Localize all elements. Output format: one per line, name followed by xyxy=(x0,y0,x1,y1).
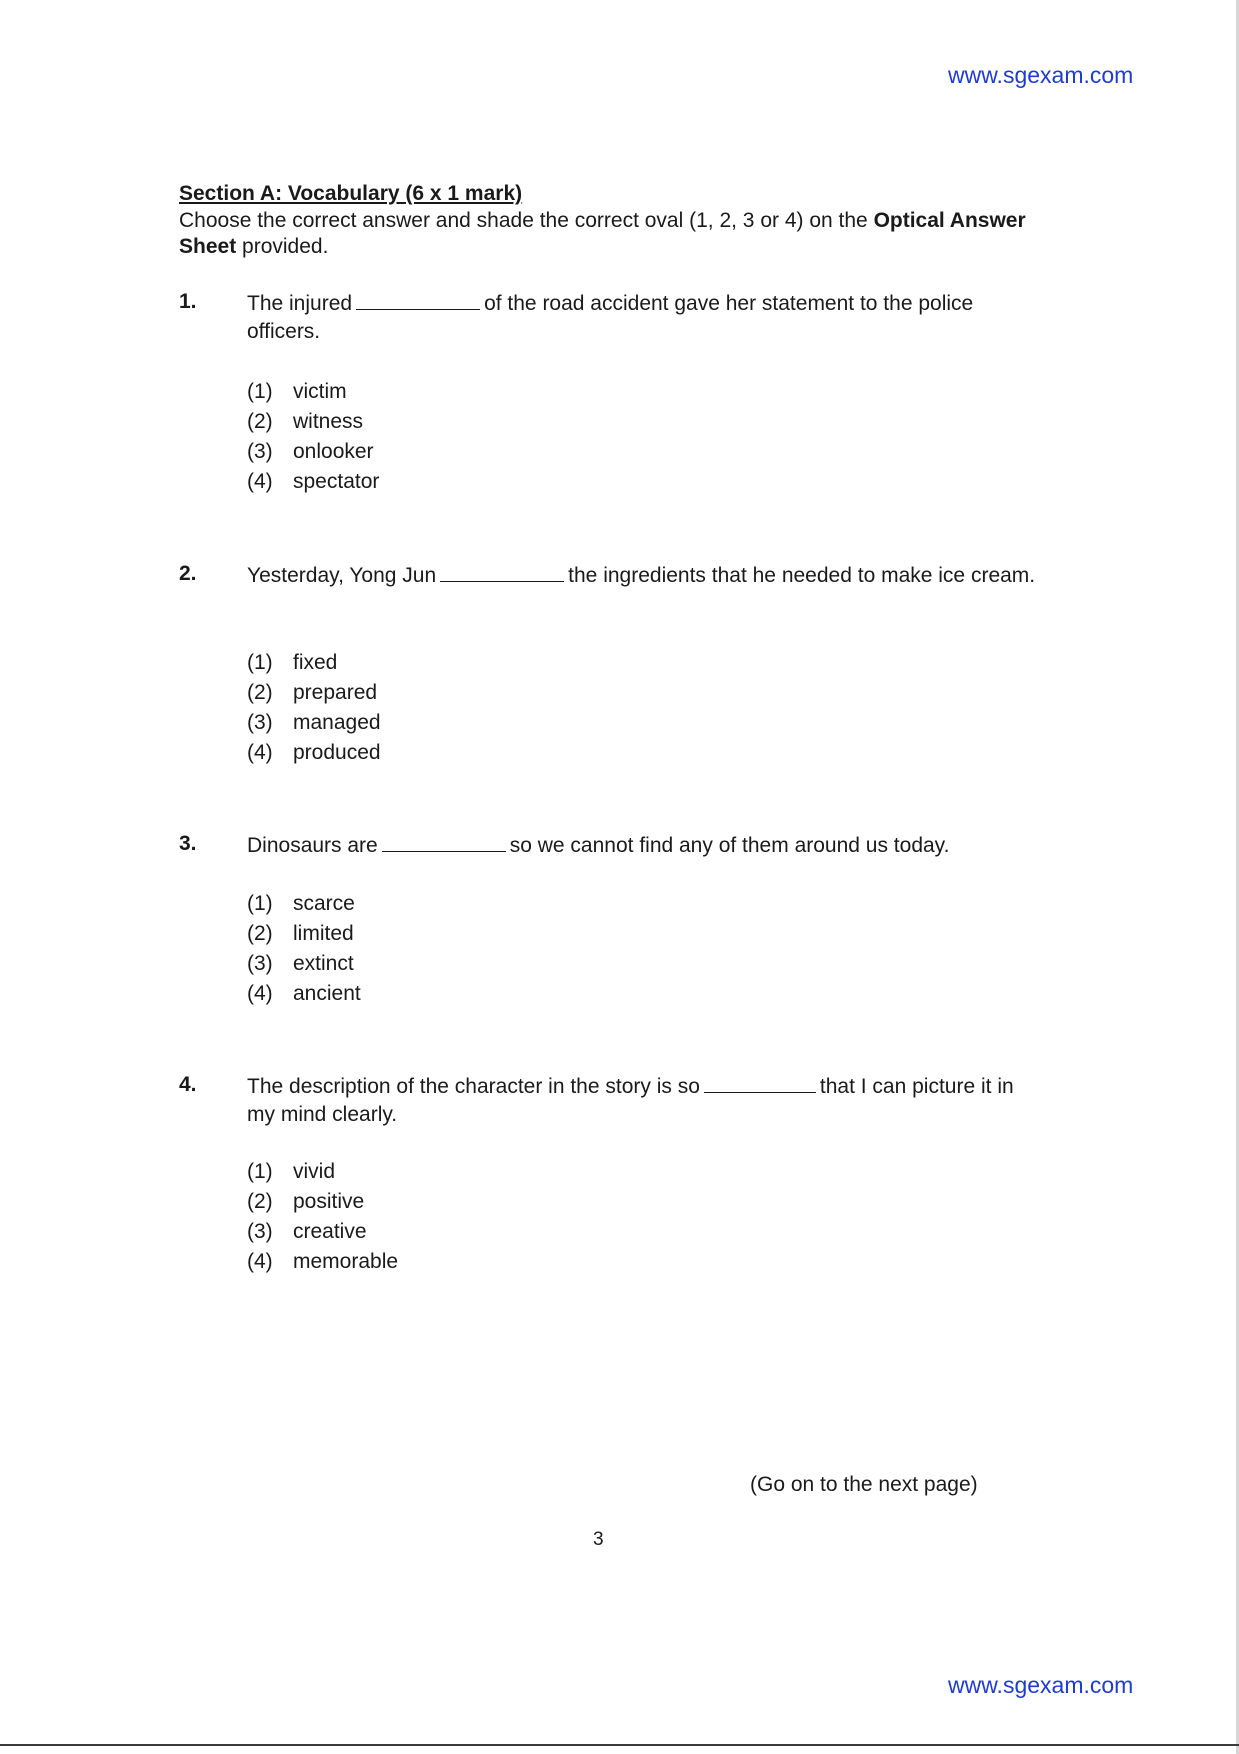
option-number: (1) xyxy=(247,892,273,915)
question-number: 1. xyxy=(179,290,197,313)
option-2 xyxy=(247,1187,398,1217)
section-title: Section A: Vocabulary (6 x 1 mark) xyxy=(179,182,523,205)
option-number: (4) xyxy=(247,470,273,493)
option-number: (3) xyxy=(247,440,273,463)
section-instructions xyxy=(179,208,1039,260)
instructions-bold-term: Optical Answer Sheet xyxy=(179,209,1026,258)
option-number: (4) xyxy=(247,741,273,764)
option-4 xyxy=(247,1247,398,1277)
option-text: scarce xyxy=(293,892,355,915)
option-number: (4) xyxy=(247,982,273,1005)
option-text: produced xyxy=(293,741,381,764)
question-text-after-blank: that I can picture it in my mind clearly. xyxy=(247,1075,1014,1126)
question-text-after-blank: the ingredients that he needed to make ice cream. xyxy=(568,564,1036,587)
option-1 xyxy=(247,1157,398,1187)
option-text: ancient xyxy=(293,982,361,1005)
answer-blank xyxy=(704,1074,816,1093)
option-text: spectator xyxy=(293,470,380,493)
question-text xyxy=(247,562,1047,590)
question-text-before-blank: Dinosaurs are xyxy=(247,834,378,857)
option-2 xyxy=(247,678,381,708)
option-3 xyxy=(247,437,379,467)
footer-site-link[interactable]: www.sgexam.com xyxy=(948,1672,1134,1698)
option-number: (1) xyxy=(247,1160,273,1183)
option-3 xyxy=(247,1217,398,1247)
answer-blank xyxy=(356,291,480,310)
question-text-before-blank: The description of the character in the story is so xyxy=(247,1075,700,1098)
option-number: (1) xyxy=(247,651,273,674)
option-number: (2) xyxy=(247,681,273,704)
header-site-link[interactable]: www.sgexam.com xyxy=(948,62,1134,88)
option-text: extinct xyxy=(293,952,354,975)
option-1 xyxy=(247,377,379,407)
scan-edge-bottom xyxy=(0,1744,1239,1746)
instructions-text-end: provided. xyxy=(236,235,329,258)
option-2 xyxy=(247,407,379,437)
question-text-before-blank: The injured xyxy=(247,292,353,315)
option-4 xyxy=(247,467,379,497)
option-text: prepared xyxy=(293,681,378,704)
option-number: (2) xyxy=(247,1190,273,1213)
option-text: limited xyxy=(293,922,354,945)
question-number: 3. xyxy=(179,832,197,855)
option-text: fixed xyxy=(293,651,338,674)
option-1 xyxy=(247,889,361,919)
option-text: onlooker xyxy=(293,440,374,463)
option-text: victim xyxy=(293,380,347,403)
option-text: memorable xyxy=(293,1250,399,1273)
option-text: witness xyxy=(293,410,364,433)
continue-note: (Go on to the next page) xyxy=(750,1473,978,1496)
question-text xyxy=(247,1073,1047,1129)
option-1 xyxy=(247,648,381,678)
answer-blank xyxy=(382,833,506,852)
instructions-text-start: Choose the correct answer and shade the correct oval (1, 2, 3 or 4) on the xyxy=(179,209,874,232)
option-2 xyxy=(247,919,361,949)
option-text: positive xyxy=(293,1190,365,1213)
option-number: (4) xyxy=(247,1250,273,1273)
option-number: (3) xyxy=(247,952,273,975)
option-number: (2) xyxy=(247,922,273,945)
answer-blank xyxy=(440,563,564,582)
option-text: managed xyxy=(293,711,381,734)
question-number: 4. xyxy=(179,1073,197,1096)
page-number: 3 xyxy=(593,1529,604,1550)
answer-options xyxy=(247,1157,398,1277)
option-number: (3) xyxy=(247,1220,273,1243)
question-text xyxy=(247,290,1047,346)
option-number: (3) xyxy=(247,711,273,734)
question-text-after-blank: of the road accident gave her statement to the police officers. xyxy=(247,292,974,343)
answer-options xyxy=(247,648,381,768)
option-3 xyxy=(247,708,381,738)
option-number: (1) xyxy=(247,380,273,403)
option-4 xyxy=(247,979,361,1009)
option-3 xyxy=(247,949,361,979)
option-number: (2) xyxy=(247,410,273,433)
question-text xyxy=(247,832,1047,860)
answer-options xyxy=(247,377,379,497)
answer-options xyxy=(247,889,361,1009)
option-text: creative xyxy=(293,1220,367,1243)
option-4 xyxy=(247,738,381,768)
question-number: 2. xyxy=(179,562,197,585)
option-text: vivid xyxy=(293,1160,336,1183)
question-text-after-blank: so we cannot find any of them around us today. xyxy=(509,834,950,857)
question-text-before-blank: Yesterday, Yong Jun xyxy=(247,564,437,587)
